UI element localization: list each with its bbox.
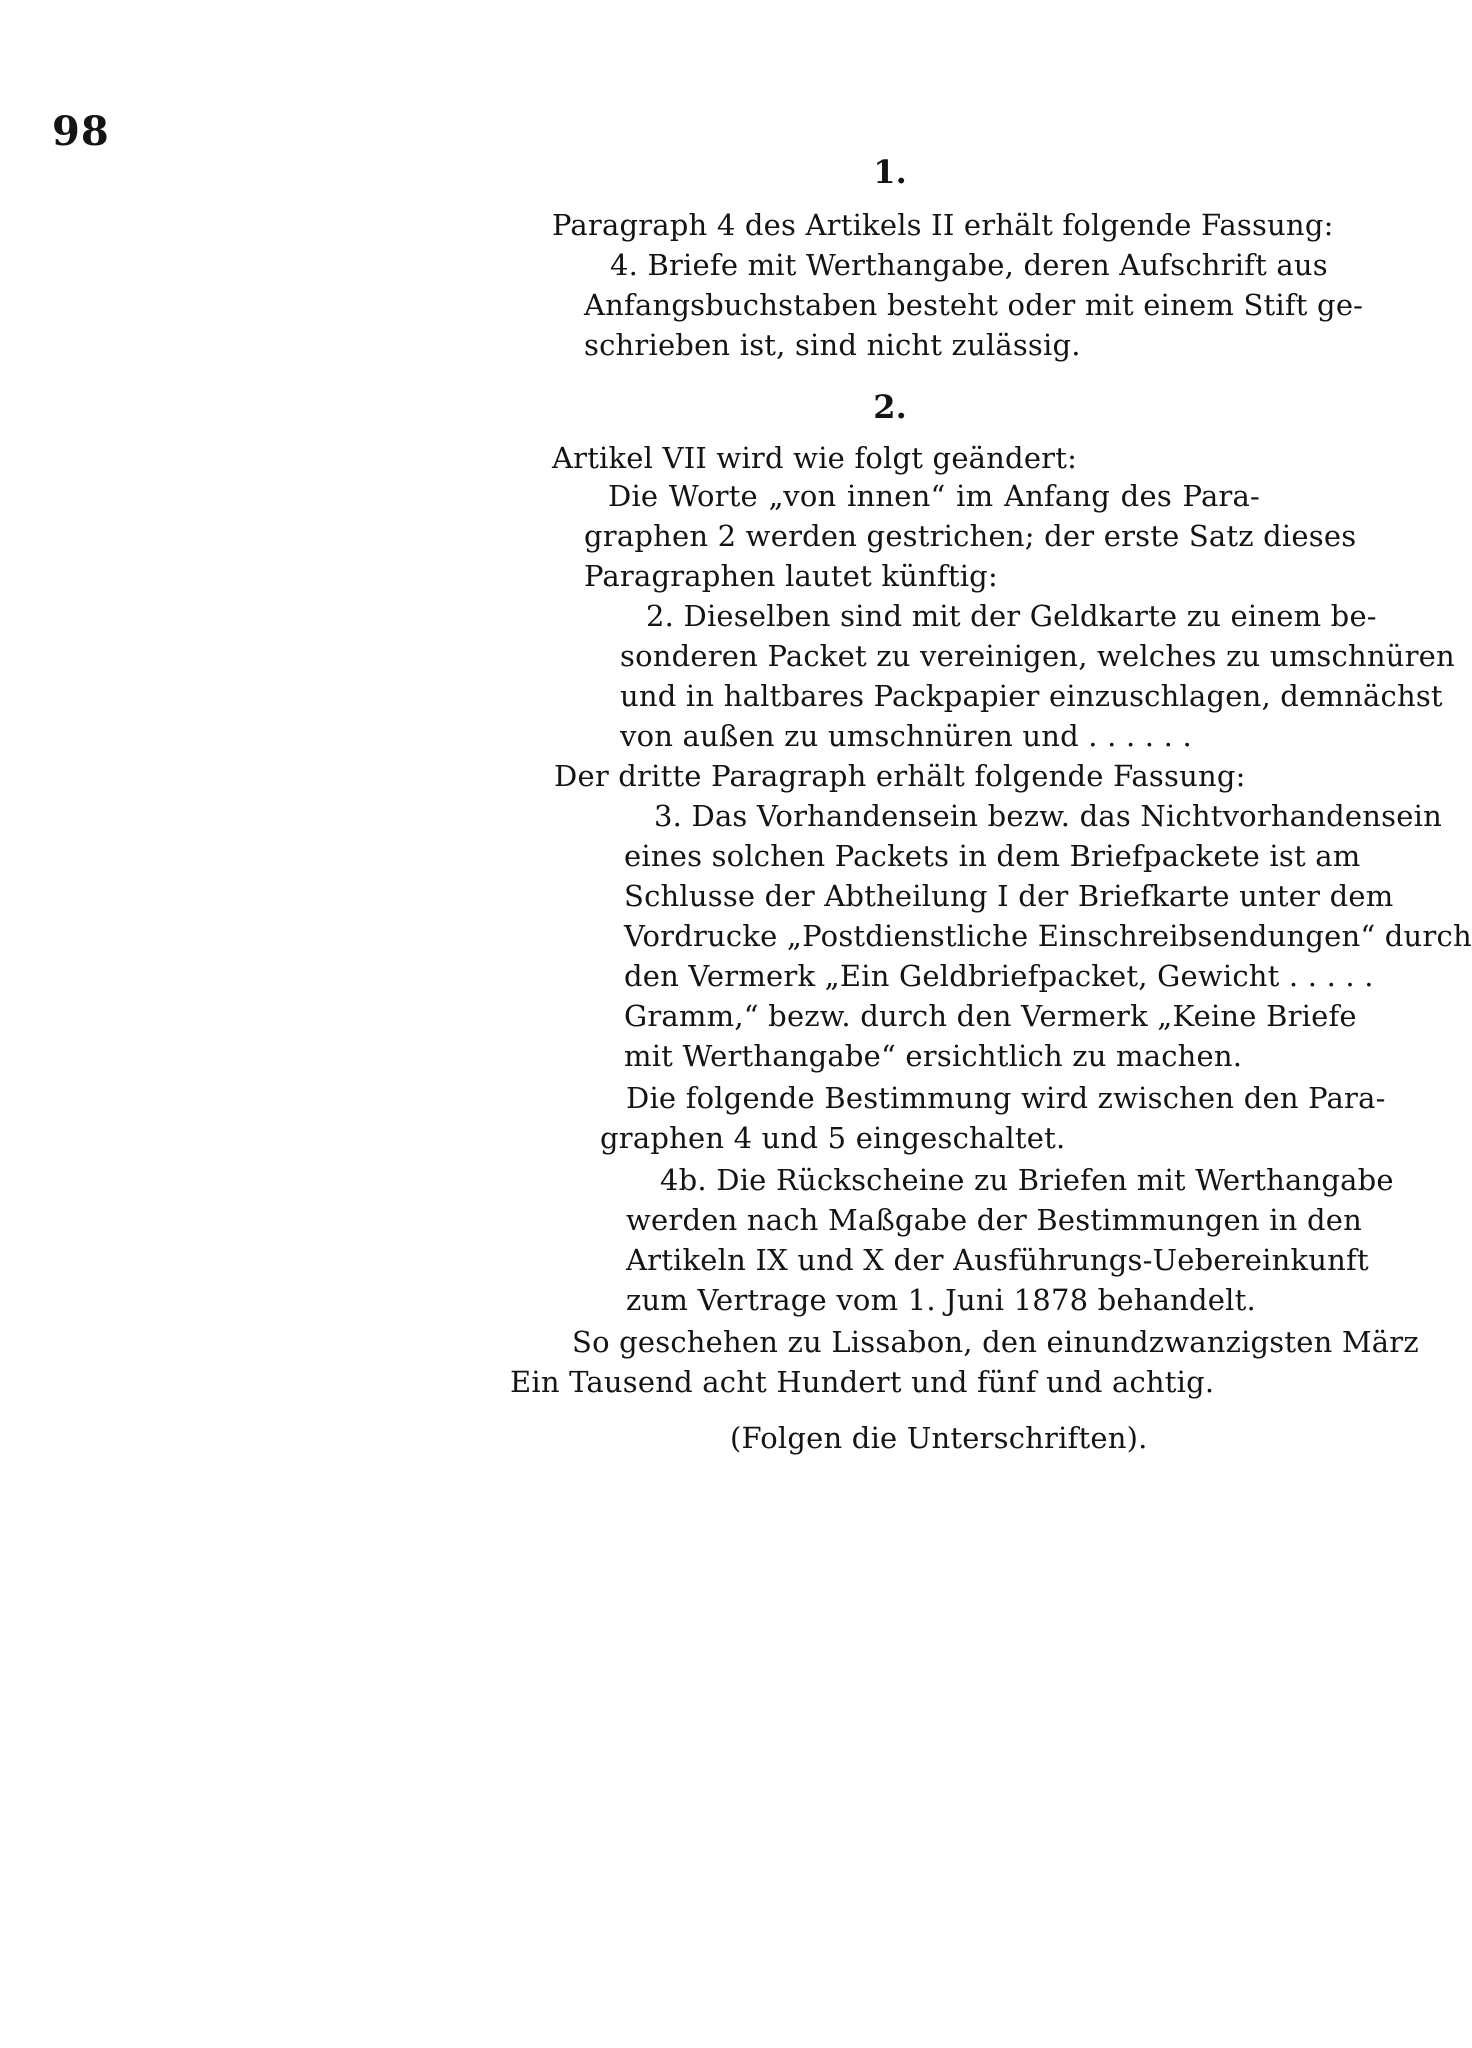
text-line: Artikeln IX und X der Ausführungs-Uebereinkunft	[626, 1243, 1369, 1277]
text-line: 3. Das Vorhandensein bezw. das Nichtvorhandensein	[654, 799, 1442, 833]
text-line: werden nach Maßgabe der Bestimmungen in den	[626, 1203, 1362, 1237]
text-line: Die Worte „von innen“ im Anfang des Para-	[608, 479, 1260, 513]
text-line: und in haltbares Packpapier einzuschlagen, demnächst	[620, 679, 1443, 713]
text-line: Anfangsbuchstaben besteht oder mit einem Stift ge-	[584, 288, 1364, 322]
text-line: Die folgende Bestimmung wird zwischen den Para-	[626, 1081, 1386, 1115]
text-line: den Vermerk „Ein Geldbriefpacket, Gewicht . . . . .	[624, 959, 1374, 993]
text-line: 4. Briefe mit Werthangabe, deren Aufschrift aus	[610, 248, 1328, 282]
text-line: Der dritte Paragraph erhält folgende Fassung:	[554, 759, 1246, 793]
text-line: graphen 2 werden gestrichen; der erste Satz dieses	[584, 519, 1357, 553]
text-line: zum Vertrage vom 1. Juni 1878 behandelt.	[626, 1283, 1256, 1317]
text-line: mit Werthangabe“ ersichtlich zu machen.	[624, 1039, 1243, 1073]
section-heading-2: 2.	[873, 388, 907, 426]
text-line: Vordrucke „Postdienstliche Einschreibsendungen“ durch	[624, 919, 1472, 953]
text-line: So geschehen zu Lissabon, den einundzwanzigsten März	[572, 1325, 1419, 1359]
text-line: Paragraph 4 des Artikels II erhält folgende Fassung:	[552, 208, 1334, 242]
page-number: 98	[52, 108, 110, 155]
text-line: Gramm,“ bezw. durch den Vermerk „Keine Briefe	[624, 999, 1357, 1033]
text-line: Schlusse der Abtheilung I der Briefkarte unter dem	[624, 879, 1394, 913]
text-line: Artikel VII wird wie folgt geändert:	[552, 441, 1078, 475]
text-line: von außen zu umschnüren und . . . . . .	[620, 719, 1192, 753]
text-line: 2. Dieselben sind mit der Geldkarte zu einem be-	[646, 599, 1377, 633]
text-line: Ein Tausend acht Hundert und fünf und achtig.	[510, 1365, 1215, 1399]
signature-note: (Folgen die Unterschriften).	[730, 1421, 1148, 1455]
text-line: Paragraphen lautet künftig:	[584, 559, 998, 593]
text-line: 4b. Die Rückscheine zu Briefen mit Werthangabe	[660, 1163, 1394, 1197]
text-line: sonderen Packet zu vereinigen, welches zu umschnüren	[620, 639, 1455, 673]
text-line: graphen 4 und 5 eingeschaltet.	[600, 1121, 1066, 1155]
text-line: eines solchen Packets in dem Briefpackete ist am	[624, 839, 1361, 873]
text-line: schrieben ist, sind nicht zulässig.	[584, 328, 1081, 362]
section-heading-1: 1.	[873, 153, 907, 191]
